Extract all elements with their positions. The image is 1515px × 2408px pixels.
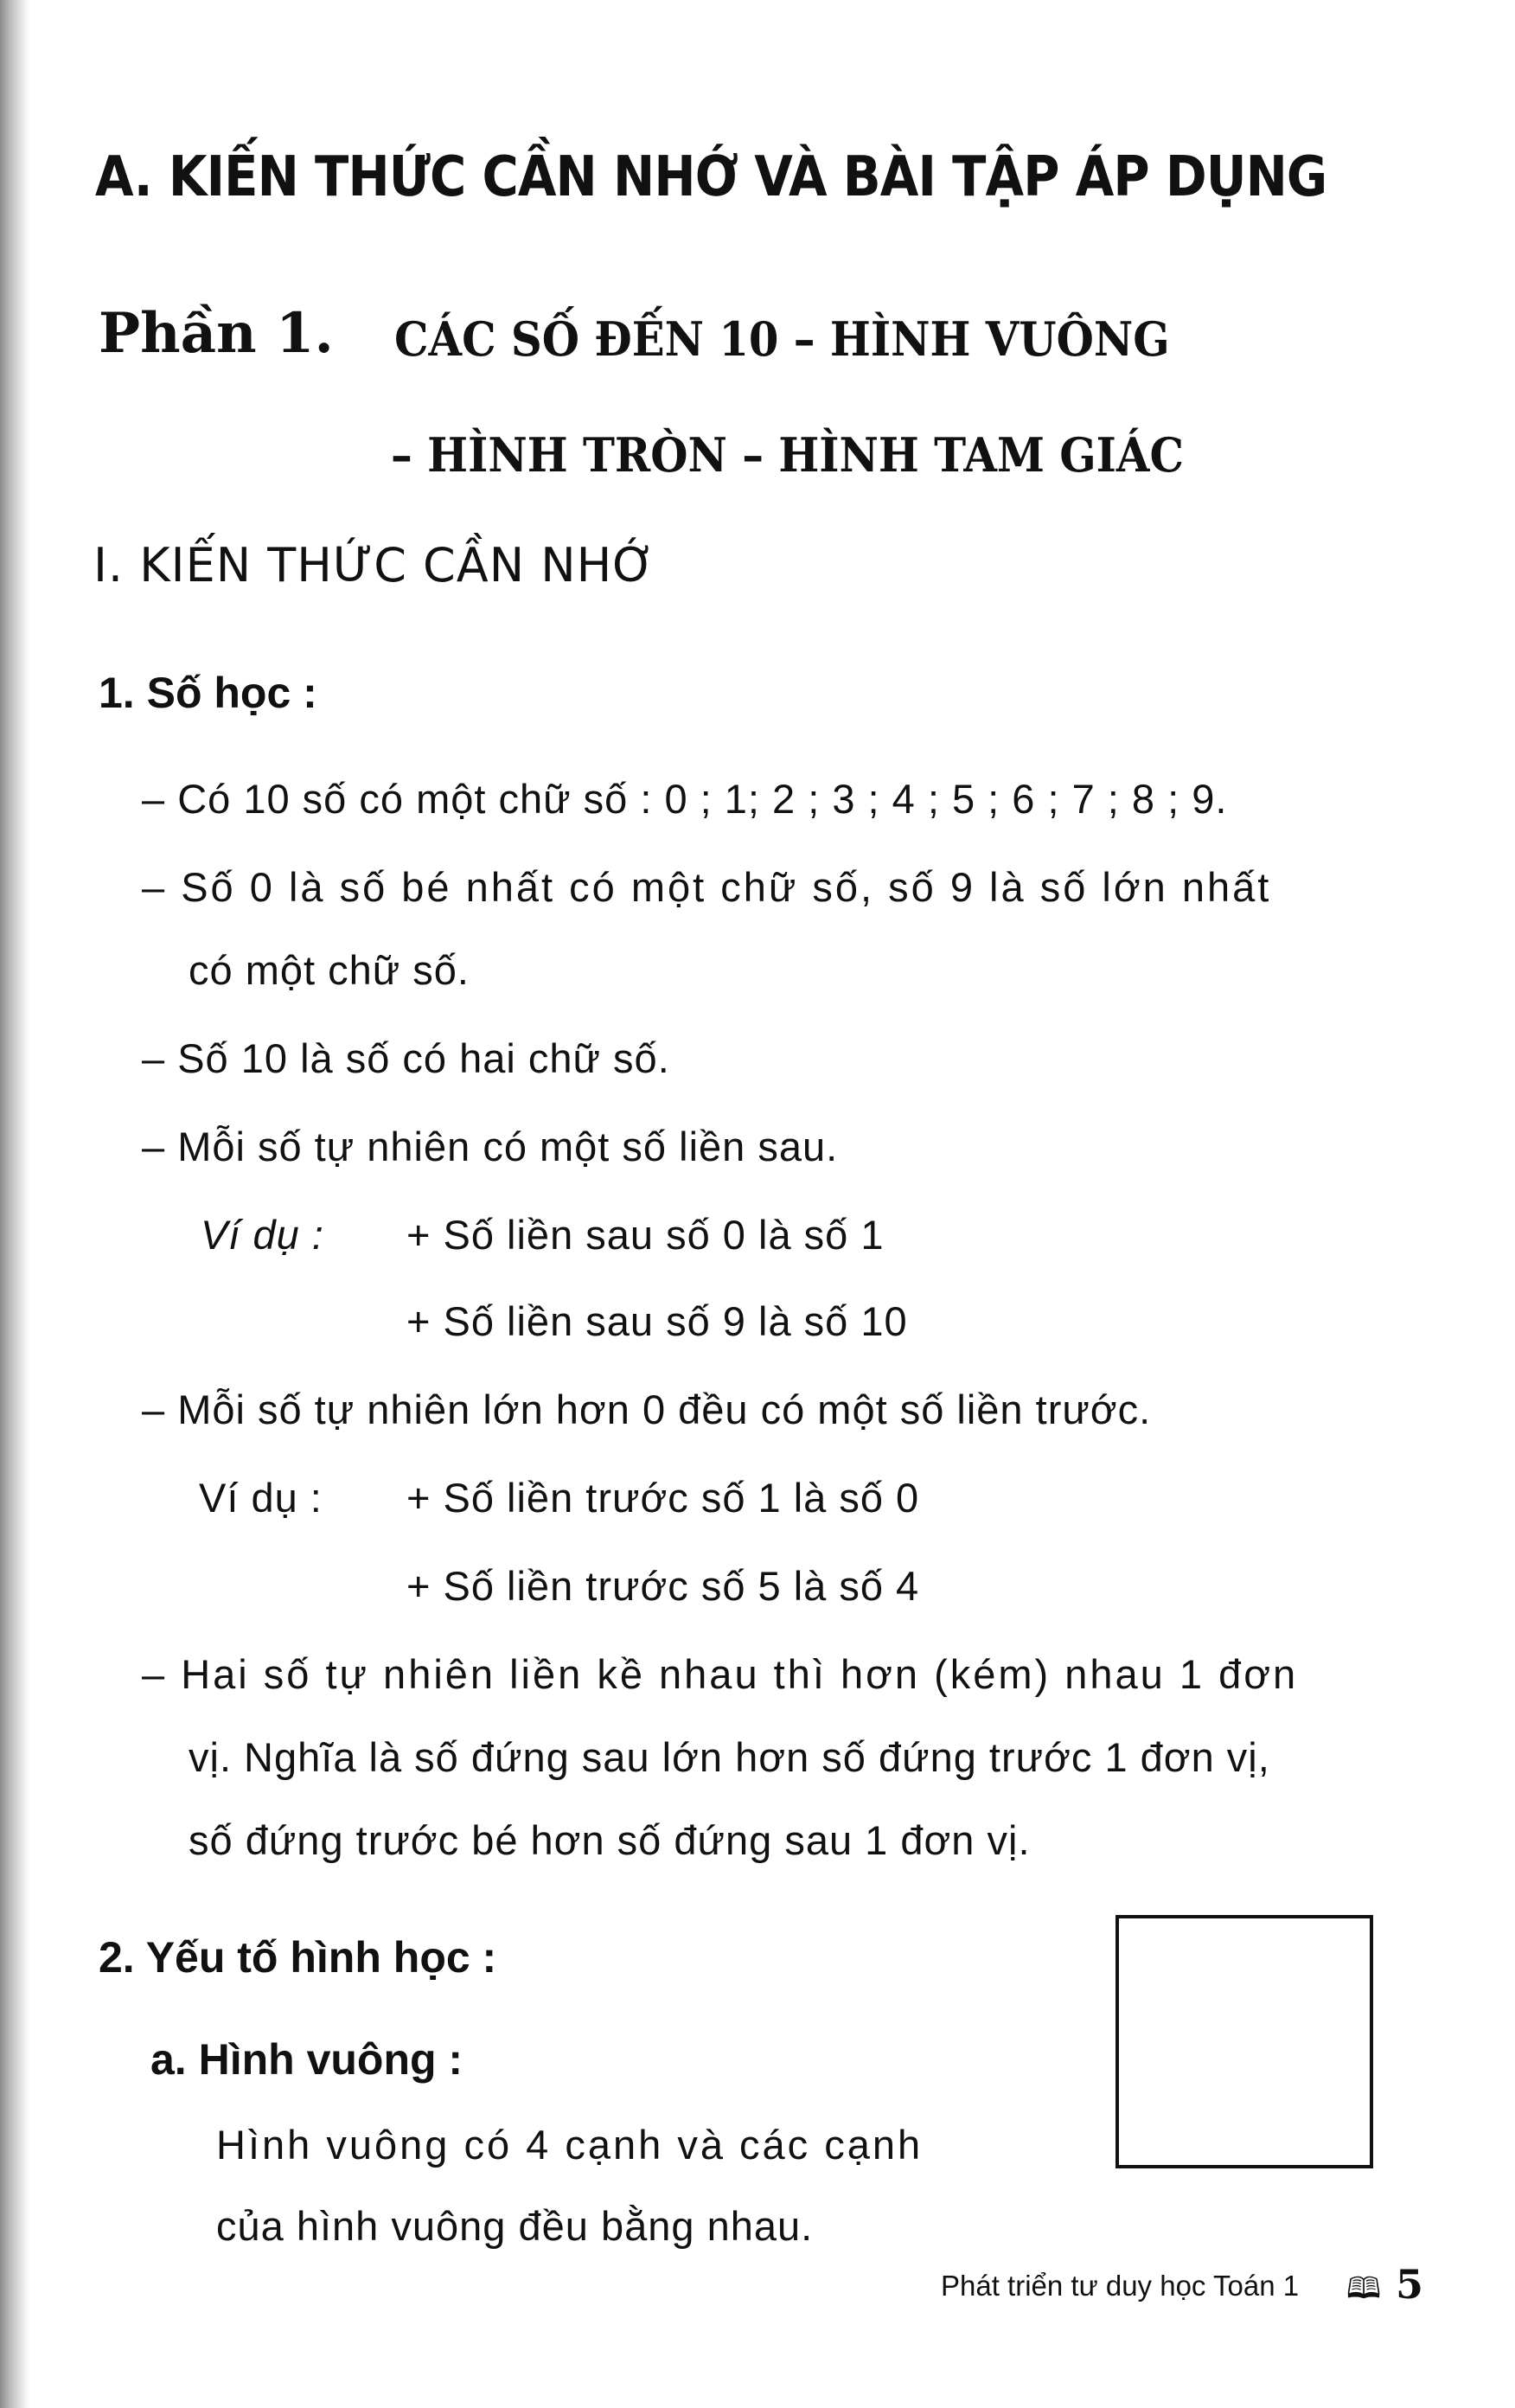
example-item: + Số liền sau số 9 là số 10 <box>406 1298 908 1344</box>
arithmetic-line: – Số 0 là số bé nhất có một chữ số, số 9 là số lớn nhất <box>142 864 1272 910</box>
arithmetic-line: – Mỗi số tự nhiên lớn hơn 0 đều có một số liền trước. <box>142 1387 1152 1432</box>
geometry-heading: 2. Yếu tố hình học : <box>99 1933 497 1982</box>
square-description: Hình vuông có 4 cạnh và các cạnh <box>216 2122 924 2168</box>
arithmetic-line: – Có 10 số có một chữ số : 0 ; 1; 2 ; 3 ; 4 ; 5 ; 6 ; 7 ; 8 ; 9. <box>142 776 1228 822</box>
square-description: của hình vuông đều bằng nhau. <box>216 2203 814 2249</box>
arithmetic-line: có một chữ số. <box>189 947 470 993</box>
arithmetic-heading: 1. Số học : <box>99 669 317 717</box>
square-heading: a. Hình vuông : <box>150 2035 463 2084</box>
footer-book-title: Phát triển tư duy học Toán 1 <box>941 2270 1300 2302</box>
part-title-line2: – HÌNH TRÒN – HÌNH TAM GIÁC <box>391 427 1184 483</box>
arithmetic-line: số đứng trước bé hơn số đứng sau 1 đơn vị. <box>189 1817 1031 1863</box>
arithmetic-line: – Mỗi số tự nhiên có một số liền sau. <box>142 1124 839 1169</box>
arithmetic-line: vị. Nghĩa là số đứng sau lớn hơn số đứng trước 1 đơn vị, <box>189 1734 1270 1780</box>
page-binding-edge <box>0 0 29 2408</box>
example-item: + Số liền sau số 0 là số 1 <box>406 1212 885 1258</box>
example-item: + Số liền trước số 5 là số 4 <box>406 1563 920 1609</box>
arithmetic-line: – Số 10 là số có hai chữ số. <box>142 1035 670 1081</box>
part-title-line1: CÁC SỐ ĐẾN 10 – HÌNH VUÔNG <box>394 311 1170 367</box>
part-label: Phần 1. <box>99 301 334 366</box>
book-icon: 🕮 <box>1346 2271 1382 2306</box>
page-number: 5 <box>1396 2261 1424 2308</box>
arithmetic-line: – Hai số tự nhiên liền kề nhau thì hơn (kém) nhau 1 đơn <box>142 1651 1299 1697</box>
example-item: + Số liền trước số 1 là số 0 <box>406 1475 920 1521</box>
subsection-heading: I. KIẾN THỨC CẦN NHỚ <box>93 538 656 592</box>
example-label: Ví dụ : <box>199 1475 323 1521</box>
section-heading: A. KIẾN THỨC CẦN NHỚ VÀ BÀI TẬP ÁP DỤNG <box>95 145 1327 209</box>
example-label: Ví dụ : <box>201 1212 324 1258</box>
square-figure <box>1115 1915 1373 2168</box>
